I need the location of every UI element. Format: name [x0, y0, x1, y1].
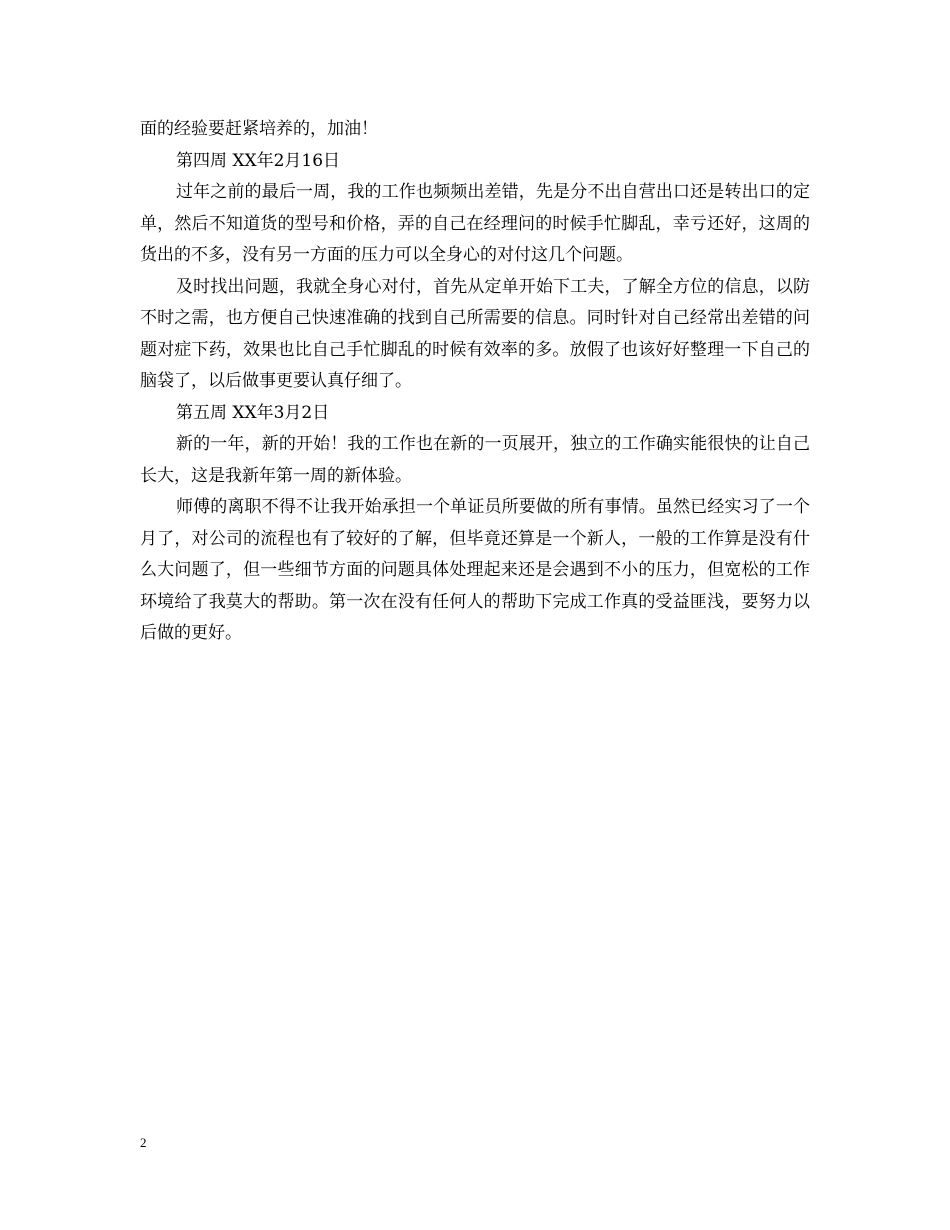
- paragraph-week-four-1: 过年之前的最后一周，我的工作也频频出差错，先是分不出自营出口还是转出口的定单，然后不知道货的型号和价格，弄的自己在经理问的时候手忙脚乱，幸亏还好，这周的货出的不多，没有另一方面的压力可以全身心的对付这几个问题。: [140, 182, 810, 265]
- week-five-heading: 第五周 XX年3月2日: [176, 402, 330, 423]
- paragraph-continuation: 面的经验要赶紧培养的，加油！: [140, 119, 378, 139]
- paragraph-week-four-2: 及时找出问题，我就全身心对付，首先从定单开始下工夫，了解全方位的信息，以防不时之需，也方便自己快速准确的找到自己所需要的信息。同时针对自己经常出差错的问题对症下药，效果也比自己手忙脚乱的时候有效率的多。放假了也该好好整理一下自己的脑袋了，以后做事更要认真仔细了。: [140, 276, 810, 391]
- page-number: 2: [140, 1135, 147, 1150]
- document-body: [140, 114, 810, 650]
- paragraph-week-five-1: 新的一年，新的开始！我的工作也在新的一页展开，独立的工作确实能很快的让自己长大，这是我新年第一周的新体验。: [140, 434, 810, 486]
- paragraph-week-five-2: 师傅的离职不得不让我开始承担一个单证员所要做的所有事情。虽然已经实习了一个月了，对公司的流程也有了较好的了解，但毕竟还算是一个新人，一般的工作算是没有什么大问题了，但一些细节方面的问题具体处理起来还是会遇到不小的压力，但宽松的工作环境给了我莫大的帮助。第一次在没有任何人的帮助下完成工作真的受益匪浅，要努力以后做的更好。: [140, 497, 810, 643]
- week-four-heading: 第四周 XX年2月16日: [176, 150, 341, 171]
